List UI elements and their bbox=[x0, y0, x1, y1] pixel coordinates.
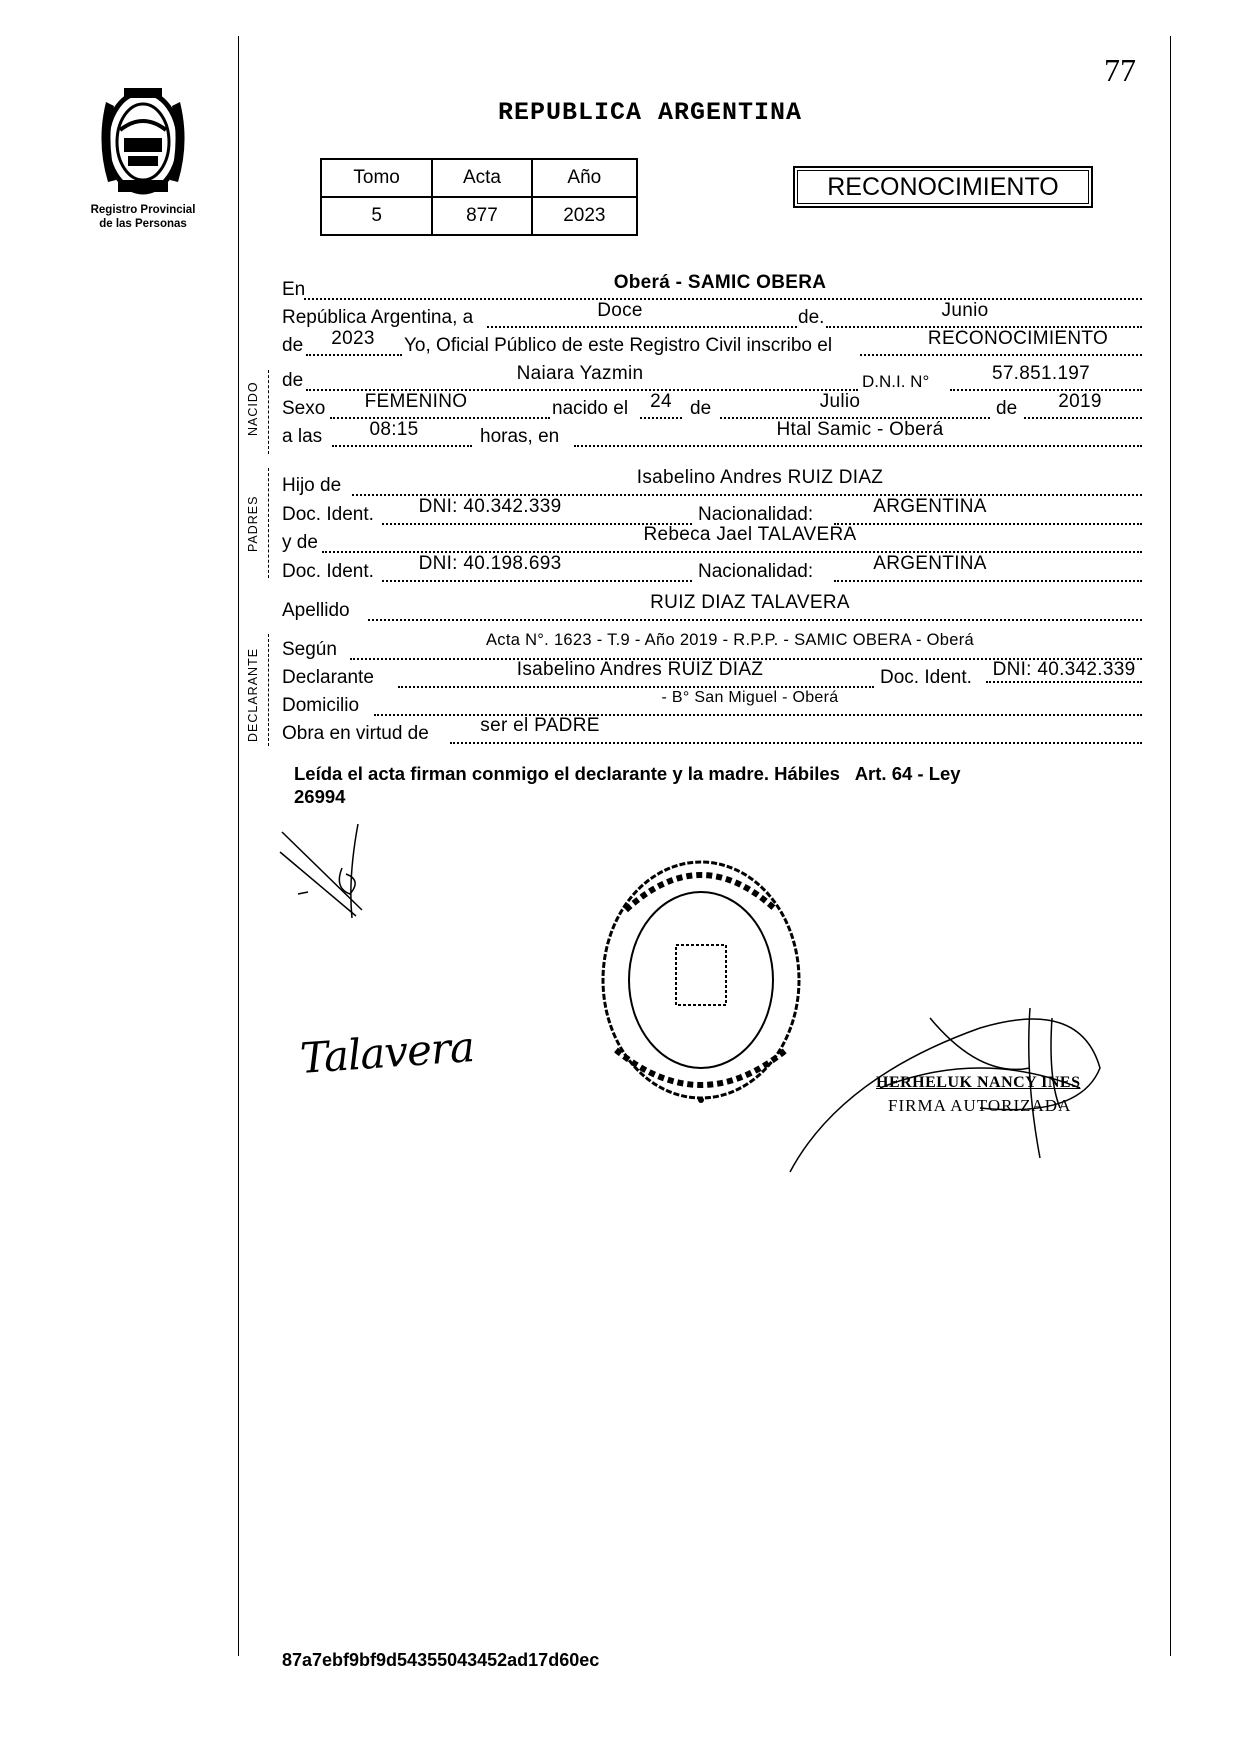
declarante-label: Declarante bbox=[282, 667, 374, 688]
sexo-label: Sexo bbox=[282, 398, 326, 419]
declarant-signature-icon bbox=[278, 818, 398, 928]
mother-doc-label: Doc. Ident. bbox=[282, 561, 374, 582]
obra-value: ser el PADRE bbox=[480, 715, 600, 736]
official-signature-icon bbox=[780, 958, 1120, 1178]
document-hash: 87a7ebf9bf9d54355043452ad17d60ec bbox=[282, 1650, 600, 1670]
registry-name-line2: de las Personas bbox=[99, 218, 187, 230]
birth-month-value: Julio bbox=[819, 391, 861, 412]
country-title: REPUBLICA ARGENTINA bbox=[498, 98, 803, 127]
page-number: 77 bbox=[1104, 52, 1136, 88]
declarante-section-label: DECLARANTE bbox=[246, 647, 260, 742]
registry-logo bbox=[88, 82, 198, 202]
dots bbox=[834, 580, 1142, 582]
dots bbox=[382, 580, 692, 582]
birth-place-value: Htal Samic - Oberá bbox=[776, 419, 944, 440]
nacido-bracket bbox=[268, 370, 269, 454]
anio-value: 2023 bbox=[532, 197, 637, 235]
mother-name-value: Rebeca Jael TALAVERA bbox=[643, 524, 857, 545]
declarante-doc-label: Doc. Ident. bbox=[880, 667, 972, 688]
obra-label: Obra en virtud de bbox=[282, 723, 429, 744]
republica-label: República Argentina, a bbox=[282, 307, 474, 328]
en-label: En bbox=[282, 279, 306, 300]
horas-label: horas, en bbox=[480, 426, 560, 447]
closing-line-2: 26994 bbox=[294, 786, 346, 807]
birth-time-value: 08:15 bbox=[369, 419, 419, 440]
day-value: Doce bbox=[597, 300, 643, 321]
father-nat-value: ARGENTINA bbox=[873, 496, 987, 517]
dots bbox=[574, 445, 1142, 447]
year-value: 2023 bbox=[331, 328, 375, 349]
act-word-value: RECONOCIMIENTO bbox=[927, 328, 1109, 349]
nacido-de-label-2: de bbox=[690, 398, 712, 419]
birth-day-value: 24 bbox=[650, 391, 672, 412]
de2-label: de bbox=[282, 335, 304, 356]
register-table bbox=[320, 158, 638, 236]
dots bbox=[1024, 417, 1142, 419]
mother-nac-label: Nacionalidad: bbox=[698, 561, 814, 582]
father-nac-label: Nacionalidad: bbox=[698, 504, 814, 525]
yde-label: y de bbox=[282, 532, 318, 553]
nacido-el-label: nacido el bbox=[552, 398, 629, 419]
acta-header: Acta bbox=[432, 159, 531, 197]
child-dni-value: 57.851.197 bbox=[991, 363, 1091, 384]
father-name-value: Isabelino Andres RUIZ DIAZ bbox=[636, 467, 884, 488]
mother-nat-value: ARGENTINA bbox=[873, 553, 987, 574]
dots bbox=[640, 417, 682, 419]
mother-signature: Talavera bbox=[298, 1021, 476, 1084]
left-margin-line bbox=[238, 36, 239, 1656]
dots bbox=[487, 326, 797, 328]
apellido-label: Apellido bbox=[282, 600, 350, 621]
child-name-value: Naiara Yazmin bbox=[516, 363, 644, 384]
acta-value: 877 bbox=[432, 197, 531, 235]
father-doc-label: Doc. Ident. bbox=[282, 504, 374, 525]
dots bbox=[368, 619, 1142, 621]
de-label: de. bbox=[798, 307, 825, 328]
declarante-doc-value: DNI: 40.342.339 bbox=[986, 659, 1142, 683]
domicilio-label: Domicilio bbox=[282, 695, 360, 716]
apellido-value: RUIZ DIAZ TALAVERA bbox=[650, 592, 850, 613]
tomo-header: Tomo bbox=[321, 159, 432, 197]
dots bbox=[450, 742, 1142, 744]
official-name: HERHELUK NANCY INES bbox=[876, 1074, 1081, 1091]
declarante-bracket bbox=[268, 634, 269, 746]
right-margin-line bbox=[1170, 36, 1171, 1656]
segun-label: Según bbox=[282, 639, 337, 660]
padres-section-label: PADRES bbox=[246, 495, 260, 552]
dni-label: D.N.I. N° bbox=[862, 372, 930, 391]
dots bbox=[860, 354, 1142, 356]
official-title: FIRMA AUTORIZADA bbox=[888, 1096, 1072, 1115]
nacido-section-label: NACIDO bbox=[246, 381, 260, 436]
dots bbox=[398, 686, 874, 688]
padres-bracket bbox=[268, 468, 269, 578]
closing-line-1: Leída el acta firman conmigo el declarante y la madre. Hábiles Art. 64 - Ley bbox=[294, 763, 961, 784]
tomo-value: 5 bbox=[321, 197, 432, 235]
nacido-de-label: de bbox=[282, 370, 304, 391]
month-value: Junio bbox=[941, 300, 989, 321]
registry-name-line1: Registro Provincial bbox=[90, 204, 196, 216]
dots bbox=[332, 445, 472, 447]
alas-label: a las bbox=[282, 426, 323, 447]
segun-value: Acta N°. 1623 - T.9 - Año 2019 - R.P.P. - SAMIC OBERA - Oberá bbox=[485, 631, 975, 649]
declarante-name-value: Isabelino Andres RUIZ DIAZ bbox=[516, 659, 764, 680]
dots bbox=[306, 354, 402, 356]
place-value: Oberá - SAMIC OBERA bbox=[613, 272, 827, 293]
father-doc-value: DNI: 40.342.339 bbox=[418, 496, 562, 517]
act-type-box bbox=[793, 166, 1093, 208]
birth-year-value: 2019 bbox=[1058, 391, 1102, 412]
provincial-seal-icon bbox=[88, 82, 198, 200]
inscribe-text: Yo, Oficial Público de este Registro Civil inscribo el bbox=[404, 335, 833, 356]
act-type-label: RECONOCIMIENTO bbox=[827, 173, 1059, 201]
anio-header: Año bbox=[532, 159, 637, 197]
hijo-de-label: Hijo de bbox=[282, 475, 342, 496]
mother-doc-value: DNI: 40.198.693 bbox=[418, 553, 562, 574]
sexo-value: FEMENINO bbox=[364, 391, 468, 412]
domicilio-value: - B° San Miguel - Oberá bbox=[661, 689, 839, 706]
nacido-de-label-3: de bbox=[996, 398, 1018, 419]
